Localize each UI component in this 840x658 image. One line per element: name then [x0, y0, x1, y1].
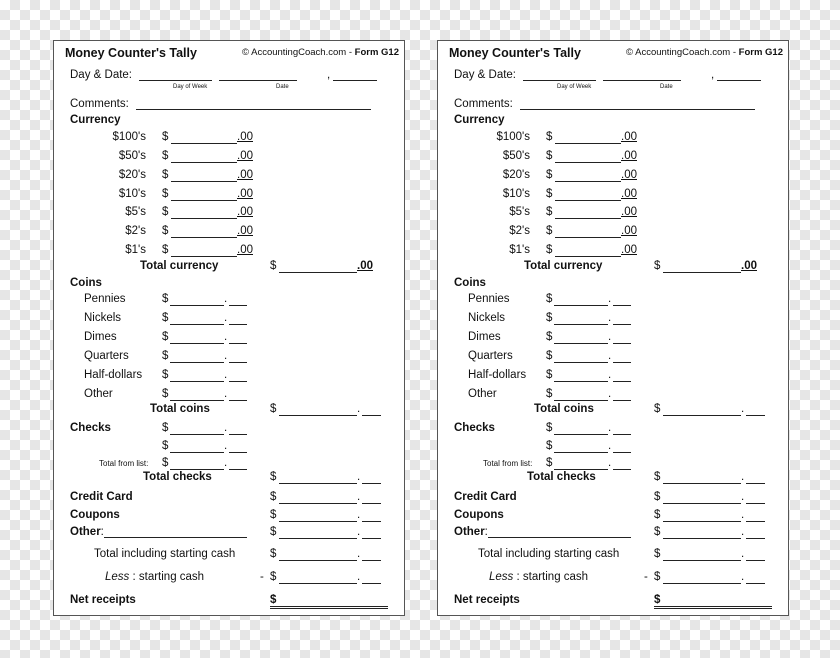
other-label	[454, 527, 488, 539]
coin-amount-0-dollar-sign: $	[546, 293, 553, 305]
total-including-starting-cash-dollars-field[interactable]	[279, 560, 357, 561]
coin-label-4: Half-dollars	[468, 368, 527, 381]
total-checks-dollar-sign: $	[270, 471, 277, 483]
currency-cents-2: .00	[621, 168, 637, 181]
net-receipts-double-rule	[654, 606, 772, 609]
currency-amount-field-2[interactable]	[171, 181, 237, 182]
coin-label-5: Other	[468, 387, 497, 400]
coin-amount-5-cents-field[interactable]	[229, 400, 247, 401]
credit-card-dollars-field[interactable]	[279, 503, 357, 504]
total-checks-dollar-sign: $	[654, 471, 661, 483]
currency-label-5: $2's	[509, 225, 530, 238]
net-receipts-dollar-sign: $	[654, 594, 661, 606]
coin-label-0: Pennies	[84, 293, 126, 305]
currency-cents-3: .00	[237, 187, 253, 200]
other-colon: :	[484, 526, 488, 538]
currency-cents-6: .00	[237, 244, 253, 257]
coin-label-3: Quarters	[468, 349, 513, 362]
day-of-week-caption: Day of Week	[557, 84, 592, 90]
currency-cents-6: .00	[621, 244, 637, 257]
date-comma: ,	[327, 69, 331, 81]
currency-dollar-sign-4: $	[546, 206, 553, 219]
coin-amount-4-dollar-sign: $	[162, 368, 169, 381]
total-including-starting-cash-dollars-field[interactable]	[663, 560, 741, 561]
coin-amount-4-dollars-field[interactable]	[554, 381, 608, 382]
total-checks-label: Total checks	[143, 471, 212, 483]
other-label-text: Other	[70, 526, 101, 538]
other-dollar-sign: $	[654, 526, 661, 538]
currency-dollar-sign-6: $	[546, 244, 553, 257]
less-starting-cash-label	[489, 572, 588, 584]
credit-card-dollars-field[interactable]	[663, 503, 741, 504]
coin-amount-0-cents-field[interactable]	[613, 305, 631, 306]
coin-label-2: Dimes	[84, 330, 117, 343]
coin-label-2: Dimes	[468, 330, 501, 343]
currency-cents-3: .00	[621, 187, 637, 200]
comments-field[interactable]	[136, 109, 371, 110]
coupons-cents-field[interactable]	[362, 521, 381, 522]
date-caption: Date	[276, 84, 289, 90]
copyright-separator: -	[346, 47, 355, 58]
date-field[interactable]	[603, 80, 681, 81]
net-receipts-dollar-sign: $	[270, 594, 277, 606]
currency-amount-field-0[interactable]	[555, 143, 621, 144]
currency-label-2: $20's	[502, 168, 530, 181]
currency-label-4: $5's	[509, 206, 530, 219]
currency-dollar-sign-6: $	[162, 244, 169, 257]
coin-amount-1-dollar-sign: $	[546, 311, 553, 324]
check-amount-0-cents-field[interactable]	[613, 434, 631, 435]
coupons-dot: .	[741, 509, 745, 521]
other-label	[70, 527, 104, 539]
coin-amount-4-dot: .	[224, 368, 228, 381]
currency-dollar-sign-4: $	[162, 206, 169, 219]
total-from-list-dot: .	[608, 457, 612, 469]
coin-amount-4-dot: .	[608, 368, 612, 381]
day-of-week-field[interactable]	[139, 80, 212, 81]
currency-dollar-sign-0: $	[162, 131, 169, 143]
copyright-symbol: ©	[242, 47, 249, 58]
coin-label-1: Nickels	[84, 311, 122, 324]
currency-dollar-sign-3: $	[162, 187, 169, 200]
less-word: Less	[105, 571, 130, 583]
coin-amount-0-dollars-field[interactable]	[170, 305, 224, 306]
coin-amount-1-dollars-field[interactable]	[554, 324, 608, 325]
check-amount-0-dollars-field[interactable]	[170, 434, 224, 435]
form-id: Form G12	[738, 47, 783, 58]
coin-amount-2-dollar-sign: $	[546, 330, 553, 343]
other-dot: .	[741, 526, 745, 538]
check-amount-1-dollars-field[interactable]	[554, 452, 608, 453]
coin-amount-0-dollar-sign: $	[162, 293, 169, 305]
less-starting-cash-label	[105, 572, 204, 584]
coin-amount-1-cents-field[interactable]	[613, 324, 631, 325]
total-coins-dollars-field[interactable]	[279, 415, 357, 416]
coin-amount-1-dollars-field[interactable]	[170, 324, 224, 325]
currency-heading: Currency	[454, 114, 505, 126]
coin-amount-3-dollars-field[interactable]	[170, 362, 224, 363]
total-checks-dollars-field[interactable]	[663, 483, 741, 484]
total-checks-label: Total checks	[527, 471, 596, 483]
coin-amount-4-dollar-sign: $	[546, 368, 553, 381]
tally-form-right	[437, 40, 789, 616]
coin-amount-2-dollar-sign: $	[162, 330, 169, 343]
coupons-label: Coupons	[70, 509, 120, 521]
coin-amount-4-cents-field[interactable]	[229, 381, 247, 382]
total-checks-dollars-field[interactable]	[279, 483, 357, 484]
total-coins-cents-field[interactable]	[746, 415, 765, 416]
currency-amount-field-5[interactable]	[171, 237, 237, 238]
coin-amount-0-cents-field[interactable]	[229, 305, 247, 306]
coin-amount-5-dollar-sign: $	[162, 387, 169, 400]
credit-card-label: Credit Card	[70, 491, 133, 503]
currency-label-0: $100's	[112, 131, 146, 143]
less-starting-cash-cents-field[interactable]	[746, 583, 765, 584]
total-from-list-dollars-field[interactable]	[554, 469, 608, 470]
check-amount-1-cents-field[interactable]	[613, 452, 631, 453]
total-from-list-dot: .	[224, 457, 228, 469]
day-of-week-caption: Day of Week	[173, 84, 208, 90]
currency-dollar-sign-0: $	[546, 131, 553, 143]
total-currency-cents: .00	[357, 260, 373, 272]
coin-amount-5-cents-field[interactable]	[613, 400, 631, 401]
total-including-starting-cash-dot: .	[357, 548, 361, 560]
currency-amount-field-3[interactable]	[171, 200, 237, 201]
total-coins-dot: .	[741, 403, 745, 415]
total-including-starting-cash-label: Total including starting cash	[478, 548, 620, 560]
less-starting-cash-dollars-field[interactable]	[279, 583, 357, 584]
total-from-list-label: Total from list:	[99, 459, 149, 468]
tally-form-left	[53, 40, 405, 616]
coin-label-0: Pennies	[468, 293, 510, 305]
total-coins-dollars-field[interactable]	[663, 415, 741, 416]
total-including-starting-cash-label: Total including starting cash	[94, 548, 236, 560]
total-including-starting-cash-dollar-sign: $	[654, 548, 661, 560]
currency-amount-field-2[interactable]	[555, 181, 621, 182]
year-field[interactable]	[333, 80, 377, 81]
coupons-dollar-sign: $	[654, 509, 661, 521]
coin-amount-2-cents-field[interactable]	[229, 343, 247, 344]
credit-card-dollar-sign: $	[654, 491, 661, 503]
currency-amount-field-3[interactable]	[555, 200, 621, 201]
currency-label-1: $50's	[502, 149, 530, 162]
less-starting-cash-cents-field[interactable]	[362, 583, 381, 584]
copyright-site: AccountingCoach.com	[635, 47, 731, 58]
currency-cents-0: .00	[237, 131, 253, 143]
coin-amount-3-cents-field[interactable]	[613, 362, 631, 363]
currency-cents-2: .00	[237, 168, 253, 181]
currency-dollar-sign-1: $	[162, 149, 169, 162]
coin-amount-5-dot: .	[608, 387, 612, 400]
minus-sign: -	[260, 571, 264, 583]
total-coins-dollar-sign: $	[654, 403, 661, 415]
coin-label-1: Nickels	[468, 311, 506, 324]
total-including-starting-cash-cents-field[interactable]	[746, 560, 765, 561]
currency-dollar-sign-2: $	[162, 168, 169, 181]
other-dollars-field[interactable]	[279, 538, 357, 539]
comments-label: Comments:	[454, 98, 513, 110]
currency-amount-field-6[interactable]	[555, 256, 621, 257]
currency-label-6: $1's	[509, 244, 530, 257]
coin-amount-3-cents-field[interactable]	[229, 362, 247, 363]
coupons-dollars-field[interactable]	[279, 521, 357, 522]
less-starting-cash-dollar-sign: $	[270, 571, 277, 583]
coupons-dollars-field[interactable]	[663, 521, 741, 522]
other-cents-field[interactable]	[746, 538, 765, 539]
check-amount-0-cents-field[interactable]	[229, 434, 247, 435]
currency-label-6: $1's	[125, 244, 146, 257]
copyright-line	[626, 48, 783, 58]
year-field[interactable]	[717, 80, 761, 81]
date-comma: ,	[711, 69, 715, 81]
coin-amount-2-cents-field[interactable]	[613, 343, 631, 344]
less-starting-cash-dot: .	[741, 571, 745, 583]
currency-dollar-sign-5: $	[162, 225, 169, 238]
coin-amount-1-cents-field[interactable]	[229, 324, 247, 325]
currency-label-3: $10's	[502, 187, 530, 200]
net-receipts-label: Net receipts	[454, 594, 520, 606]
coin-amount-0-dollars-field[interactable]	[554, 305, 608, 306]
form-title: Money Counter's Tally	[65, 46, 197, 60]
copyright-line	[242, 48, 399, 58]
coin-amount-3-dot: .	[224, 349, 228, 362]
credit-card-label: Credit Card	[454, 491, 517, 503]
coupons-dot: .	[357, 509, 361, 521]
currency-dollar-sign-5: $	[546, 225, 553, 238]
form-title: Money Counter's Tally	[449, 46, 581, 60]
coin-amount-5-dot: .	[224, 387, 228, 400]
total-from-list-dollar-sign: $	[546, 457, 553, 469]
less-rest: : starting cash	[129, 571, 205, 583]
currency-amount-field-1[interactable]	[555, 162, 621, 163]
coupons-dollar-sign: $	[270, 509, 277, 521]
total-including-starting-cash-dollar-sign: $	[270, 548, 277, 560]
date-field[interactable]	[219, 80, 297, 81]
total-from-list-dollar-sign: $	[162, 457, 169, 469]
currency-label-4: $5's	[125, 206, 146, 219]
total-coins-dollar-sign: $	[270, 403, 277, 415]
currency-label-5: $2's	[125, 225, 146, 238]
total-coins-cents-field[interactable]	[362, 415, 381, 416]
coupons-label: Coupons	[454, 509, 504, 521]
currency-label-0: $100's	[496, 131, 530, 143]
day-date-label: Day & Date:	[454, 69, 516, 81]
currency-amount-field-5[interactable]	[555, 237, 621, 238]
total-including-starting-cash-dot: .	[741, 548, 745, 560]
less-starting-cash-dollar-sign: $	[654, 571, 661, 583]
less-starting-cash-dollars-field[interactable]	[663, 583, 741, 584]
currency-amount-field-4[interactable]	[555, 218, 621, 219]
total-checks-dot: .	[357, 471, 361, 483]
coin-amount-1-dot: .	[608, 311, 612, 324]
check-amount-0-dollars-field[interactable]	[554, 434, 608, 435]
coin-amount-3-dollar-sign: $	[162, 349, 169, 362]
day-date-label: Day & Date:	[70, 69, 132, 81]
coin-amount-3-dollars-field[interactable]	[554, 362, 608, 363]
currency-cents-4: .00	[621, 206, 637, 219]
check-amount-1-dot: .	[608, 440, 612, 452]
coin-amount-5-dollar-sign: $	[546, 387, 553, 400]
total-from-list-cents-field[interactable]	[613, 469, 631, 470]
total-currency-dollars-field[interactable]	[663, 272, 741, 273]
currency-amount-field-1[interactable]	[171, 162, 237, 163]
comments-label: Comments:	[70, 98, 129, 110]
copyright-separator: -	[730, 47, 739, 58]
currency-amount-field-4[interactable]	[171, 218, 237, 219]
currency-label-1: $50's	[118, 149, 146, 162]
check-amount-1-dot: .	[224, 440, 228, 452]
less-word: Less	[489, 571, 514, 583]
check-amount-1-dollar-sign: $	[162, 440, 169, 452]
coins-heading: Coins	[454, 277, 486, 289]
net-receipts-label: Net receipts	[70, 594, 136, 606]
other-colon: :	[100, 526, 104, 538]
other-description-field[interactable]	[104, 537, 247, 538]
coin-label-3: Quarters	[84, 349, 129, 362]
check-amount-0-dollar-sign: $	[162, 422, 169, 434]
currency-dollar-sign-1: $	[546, 149, 553, 162]
coin-amount-0-dot: .	[608, 293, 612, 305]
net-receipts-double-rule	[270, 606, 388, 609]
check-amount-1-dollars-field[interactable]	[170, 452, 224, 453]
coupons-cents-field[interactable]	[746, 521, 765, 522]
comments-field[interactable]	[520, 109, 755, 110]
other-cents-field[interactable]	[362, 538, 381, 539]
total-coins-label: Total coins	[150, 403, 210, 415]
total-coins-dot: .	[357, 403, 361, 415]
currency-cents-1: .00	[621, 149, 637, 162]
coin-amount-2-dollars-field[interactable]	[554, 343, 608, 344]
currency-cents-1: .00	[237, 149, 253, 162]
less-starting-cash-dot: .	[357, 571, 361, 583]
coin-label-4: Half-dollars	[84, 368, 143, 381]
total-coins-label: Total coins	[534, 403, 594, 415]
other-dollars-field[interactable]	[663, 538, 741, 539]
currency-cents-4: .00	[237, 206, 253, 219]
total-currency-cents: .00	[741, 260, 757, 272]
coin-amount-0-dot: .	[224, 293, 228, 305]
currency-dollar-sign-3: $	[546, 187, 553, 200]
date-caption: Date	[660, 84, 673, 90]
total-from-list-label: Total from list:	[483, 459, 533, 468]
currency-label-2: $20's	[118, 168, 146, 181]
check-amount-0-dot: .	[608, 422, 612, 434]
total-checks-cents-field[interactable]	[362, 483, 381, 484]
other-label-text: Other	[454, 526, 485, 538]
credit-card-cents-field[interactable]	[362, 503, 381, 504]
total-checks-cents-field[interactable]	[746, 483, 765, 484]
other-description-field[interactable]	[488, 537, 631, 538]
coin-amount-3-dollar-sign: $	[546, 349, 553, 362]
credit-card-dot: .	[741, 491, 745, 503]
total-currency-dollar-sign: $	[270, 260, 277, 272]
coin-amount-5-dollars-field[interactable]	[170, 400, 224, 401]
coin-amount-1-dot: .	[224, 311, 228, 324]
total-including-starting-cash-cents-field[interactable]	[362, 560, 381, 561]
checks-heading: Checks	[454, 422, 495, 434]
copyright-site: AccountingCoach.com	[251, 47, 347, 58]
total-currency-label: Total currency	[140, 260, 219, 272]
currency-label-3: $10's	[118, 187, 146, 200]
currency-cents-5: .00	[621, 225, 637, 238]
copyright-symbol: ©	[626, 47, 633, 58]
currency-dollar-sign-2: $	[546, 168, 553, 181]
day-of-week-field[interactable]	[523, 80, 596, 81]
coin-amount-3-dot: .	[608, 349, 612, 362]
coin-amount-2-dot: .	[608, 330, 612, 343]
coin-amount-5-dollars-field[interactable]	[554, 400, 608, 401]
checks-heading: Checks	[70, 422, 111, 434]
total-currency-label: Total currency	[524, 260, 603, 272]
less-rest: : starting cash	[513, 571, 589, 583]
check-amount-1-cents-field[interactable]	[229, 452, 247, 453]
form-id: Form G12	[354, 47, 399, 58]
coin-amount-4-dollars-field[interactable]	[170, 381, 224, 382]
coin-amount-1-dollar-sign: $	[162, 311, 169, 324]
total-currency-dollars-field[interactable]	[279, 272, 357, 273]
coins-heading: Coins	[70, 277, 102, 289]
check-amount-0-dollar-sign: $	[546, 422, 553, 434]
coin-amount-2-dollars-field[interactable]	[170, 343, 224, 344]
credit-card-dot: .	[357, 491, 361, 503]
total-checks-dot: .	[741, 471, 745, 483]
coin-label-5: Other	[84, 387, 113, 400]
currency-heading: Currency	[70, 114, 121, 126]
other-dollar-sign: $	[270, 526, 277, 538]
currency-amount-field-6[interactable]	[171, 256, 237, 257]
minus-sign: -	[644, 571, 648, 583]
check-amount-0-dot: .	[224, 422, 228, 434]
total-currency-dollar-sign: $	[654, 260, 661, 272]
currency-amount-field-0[interactable]	[171, 143, 237, 144]
coin-amount-2-dot: .	[224, 330, 228, 343]
credit-card-cents-field[interactable]	[746, 503, 765, 504]
total-from-list-dollars-field[interactable]	[170, 469, 224, 470]
credit-card-dollar-sign: $	[270, 491, 277, 503]
total-from-list-cents-field[interactable]	[229, 469, 247, 470]
other-dot: .	[357, 526, 361, 538]
check-amount-1-dollar-sign: $	[546, 440, 553, 452]
currency-cents-0: .00	[621, 131, 637, 143]
currency-cents-5: .00	[237, 225, 253, 238]
coin-amount-4-cents-field[interactable]	[613, 381, 631, 382]
